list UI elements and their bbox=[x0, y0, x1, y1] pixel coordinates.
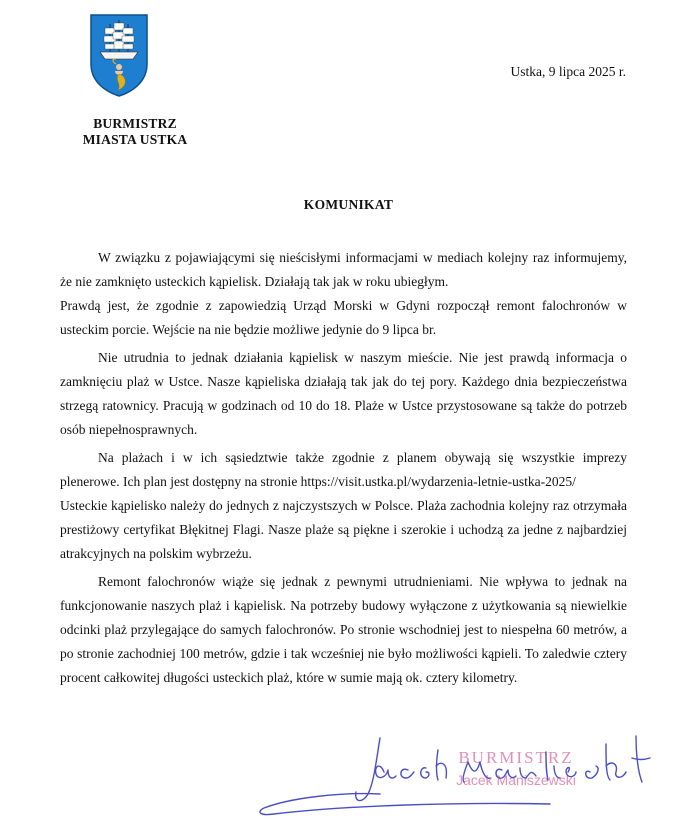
paragraph-4: Remont falochronów wiąże się jednak z pewnymi utrudnieniami. Nie wpływa to jednak na funkcjonowanie naszych plaż i kąpielisk. Na potrzeby budowy wyłączone z użytkowania są niewielkie odcinki plaż przylegające do samych falochronów. Po stronie wschodniej jest to niespełna 60 metrów, a po stronie zachodniej 100 metrów, gdzie i tak wcześniej nie było możliwości kąpieli. To zaledwie cztery procent całkowitej długości usteckich plaż, które w sumie mają ok. cztery kilometry. bbox=[60, 574, 627, 685]
handwritten-signature bbox=[250, 732, 670, 816]
paragraph-2: Nie utrudnia to jednak działania kąpielisk w naszym mieście. Nie jest prawdą informacja o zamknięciu plaż w Ustce. Nasze kąpieliska działają tak jak do tej pory. Każdego dnia bezpieczeństwa strzegą ratownicy. Pracują w godzinach od 10 do 18. Plaże w Ustce przystosowane są także do potrzeb osób niepełnosprawnych. bbox=[60, 350, 627, 437]
paragraph-3b: Usteckie kąpielisko należy do jednych z najczystszych w Polsce. Plaża zachodnia kolejny raz otrzymała prestiżowy certyfikat Błękitnej Flagi. Nasze plaże są piękne i szerokie i uchodzą za jedne z najbardziej atrakcyjnych na polskim wybrzeżu. bbox=[60, 498, 627, 561]
paragraph-3a: Na plażach i w ich sąsiedztwie także zgodnie z planem obywają się wszystkie imprezy plenerowe. Ich plan jest dostępny na stronie https://visit.ustka.pl/wydarzenia-letnie-ustka-2025/ bbox=[60, 450, 627, 489]
paragraph-3 bbox=[60, 446, 627, 566]
issuer-office bbox=[70, 116, 200, 148]
document-body bbox=[60, 246, 627, 694]
coat-of-arms-icon bbox=[88, 12, 150, 98]
office-line-1: BURMISTRZ bbox=[93, 116, 177, 131]
paragraph-1 bbox=[60, 246, 627, 342]
stamp-name: Jacek Maniszewski bbox=[456, 772, 576, 788]
paragraph-1a: W związku z pojawiającymi się nieścisłymi informacjami w mediach kolejny raz informujemy, że nie zamknięto usteckich kąpielisk. Działają tak jak w roku ubiegłym. bbox=[60, 250, 627, 289]
paragraph-1b: Prawdą jest, że zgodnie z zapowiedzią Urząd Morski w Gdyni rozpoczął remont falochronów w usteckim porcie. Wejście na nie będzie możliwe jedynie do 9 lipca br. bbox=[60, 298, 627, 337]
document-title: KOMUNIKAT bbox=[303, 197, 394, 212]
stamp-title: BURMISTRZ bbox=[458, 748, 574, 767]
office-line-2: MIASTA USTKA bbox=[82, 132, 188, 147]
place-and-date: Ustka, 9 lipca 2025 r. bbox=[510, 64, 626, 79]
